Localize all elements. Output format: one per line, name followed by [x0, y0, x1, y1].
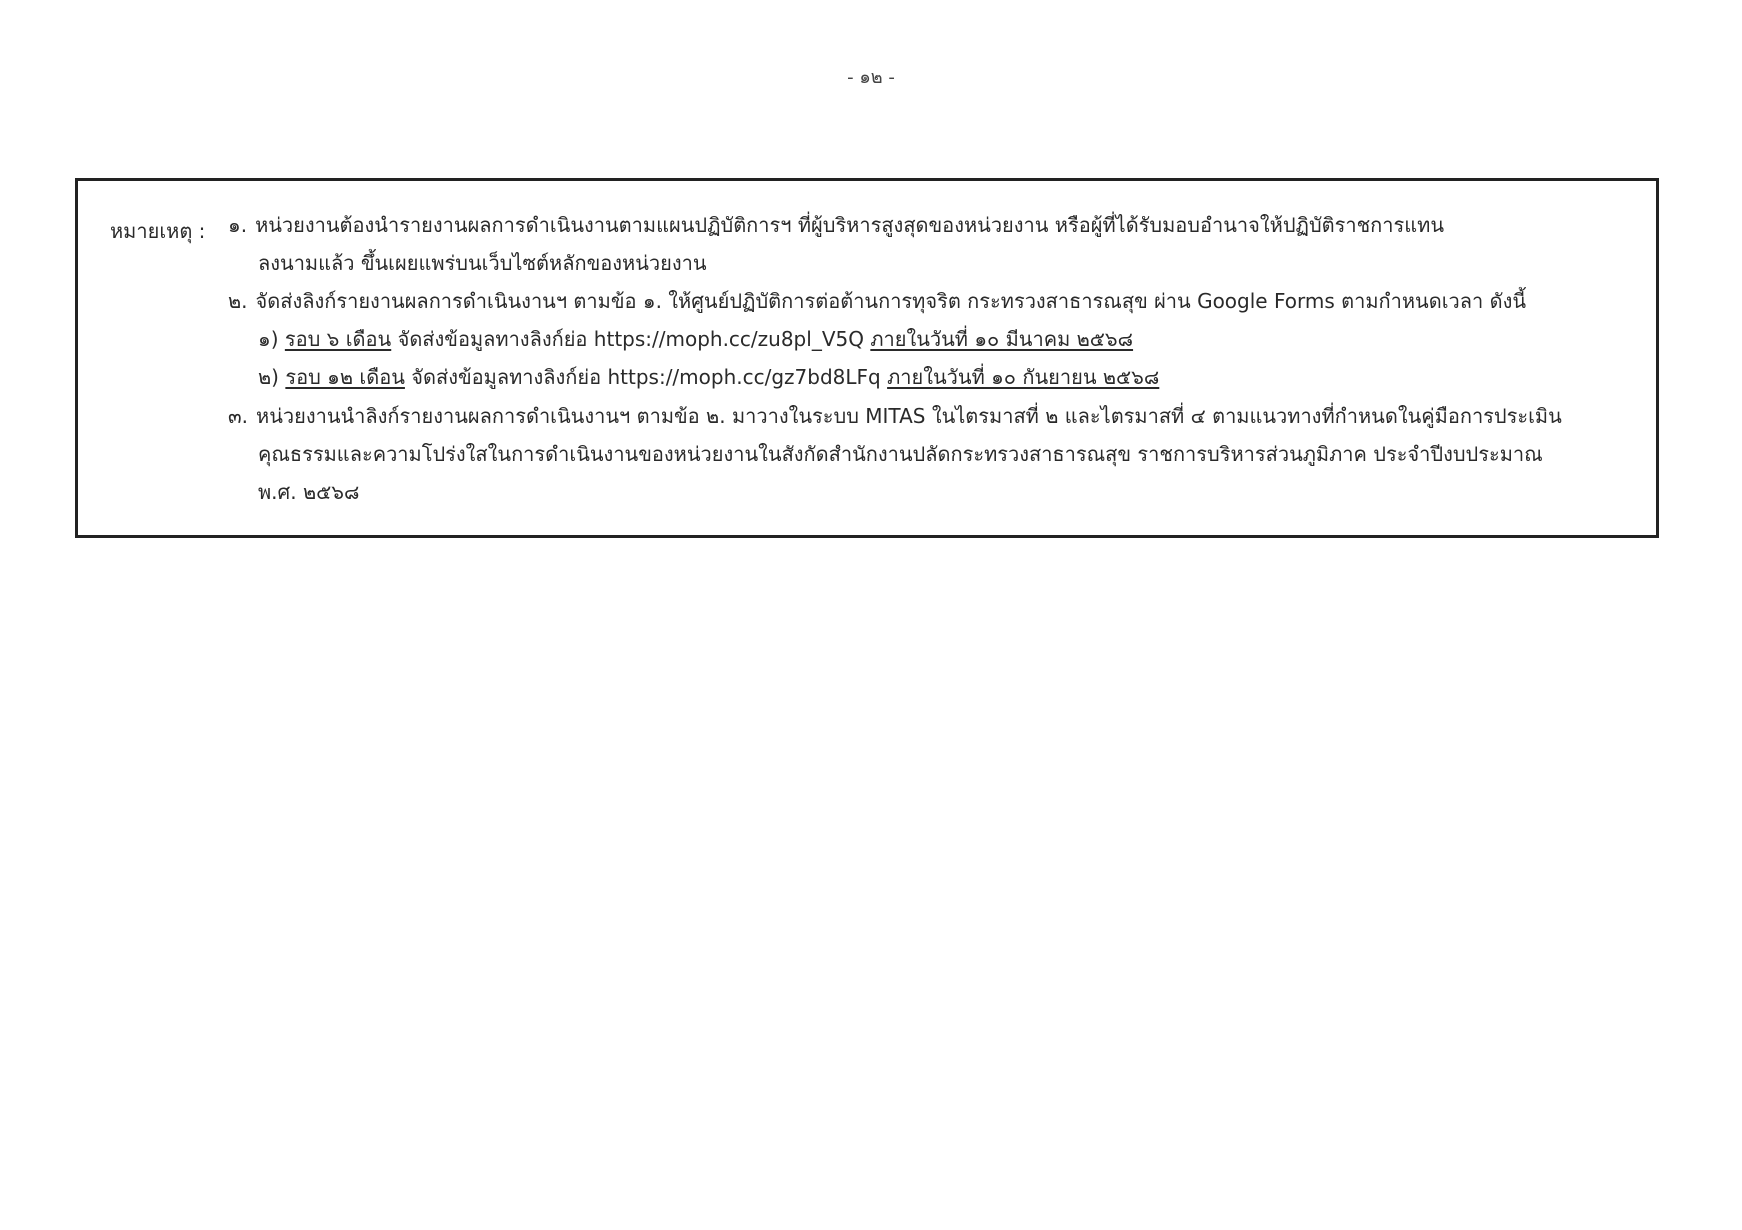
note-item-1-line-1 — [228, 215, 1444, 235]
sub-2-deadline: ภายในวันที่ ๑๐ กันยายน ๒๕๖๘ — [887, 365, 1160, 389]
note-item-2-sub-2 — [258, 367, 1159, 387]
note-item-2-sub-1 — [258, 329, 1133, 349]
note-item-3-line-1 — [228, 406, 1562, 426]
note-item-2-line-1 — [228, 291, 1526, 311]
note-item-1-number: ๑. — [228, 213, 248, 237]
sub-2-round: รอบ ๑๒ เดือน — [285, 365, 405, 389]
note-label: หมายเหตุ : — [110, 219, 206, 243]
note-box — [75, 178, 1659, 538]
note-item-3-text: หน่วยงานนำลิงก์รายงานผลการดำเนินงานฯ ตามข้อ ๒. มาวางในระบบ MITAS ในไตรมาสที่ ๒ และไตรมาสที่ ๔ ตามแนวทางที่กำหนดในคู่มือการประเมิน — [256, 404, 1562, 428]
sub-2-number: ๒) — [258, 365, 279, 389]
sub-1-number: ๑) — [258, 327, 279, 351]
note-item-3-line-3: พ.ศ. ๒๕๖๘ — [258, 480, 360, 504]
sub-2-link-text: จัดส่งข้อมูลทางลิงก์ย่อ https://moph.cc/gz7bd8LFq — [411, 365, 881, 389]
note-item-1-text: หน่วยงานต้องนำรายงานผลการดำเนินงานตามแผนปฏิบัติการฯ ที่ผู้บริหารสูงสุดของหน่วยงาน หรือผู้ที่ได้รับมอบอำนาจให้ปฏิบัติราชการแทน — [255, 213, 1444, 237]
note-item-3-line-2: คุณธรรมและความโปร่งใสในการดำเนินงานของหน่วยงานในสังกัดสำนักงานปลัดกระทรวงสาธารณสุข ราชการบริหารส่วนภูมิภาค ประจำปีงบประมาณ — [258, 442, 1543, 466]
sub-1-deadline: ภายในวันที่ ๑๐ มีนาคม ๒๕๖๘ — [870, 327, 1134, 351]
page-number: - ๑๒ - — [847, 67, 895, 88]
note-item-3-number: ๓. — [228, 404, 249, 428]
note-item-2-text: จัดส่งลิงก์รายงานผลการดำเนินงานฯ ตามข้อ ๑. ให้ศูนย์ปฏิบัติการต่อต้านการทุจริต กระทรวงสาธารณสุข ผ่าน Google Forms ตามกำหนดเวลา ดังนี้ — [255, 289, 1527, 313]
sub-1-round: รอบ ๖ เดือน — [284, 327, 392, 351]
note-item-2-number: ๒. — [228, 289, 248, 313]
note-item-1-line-2: ลงนามแล้ว ขึ้นเผยแพร่บนเว็บไซต์หลักของหน่วยงาน — [258, 251, 707, 275]
sub-1-link-text: จัดส่งข้อมูลทางลิงก์ย่อ https://moph.cc/zu8pl_V5Q — [397, 327, 864, 351]
